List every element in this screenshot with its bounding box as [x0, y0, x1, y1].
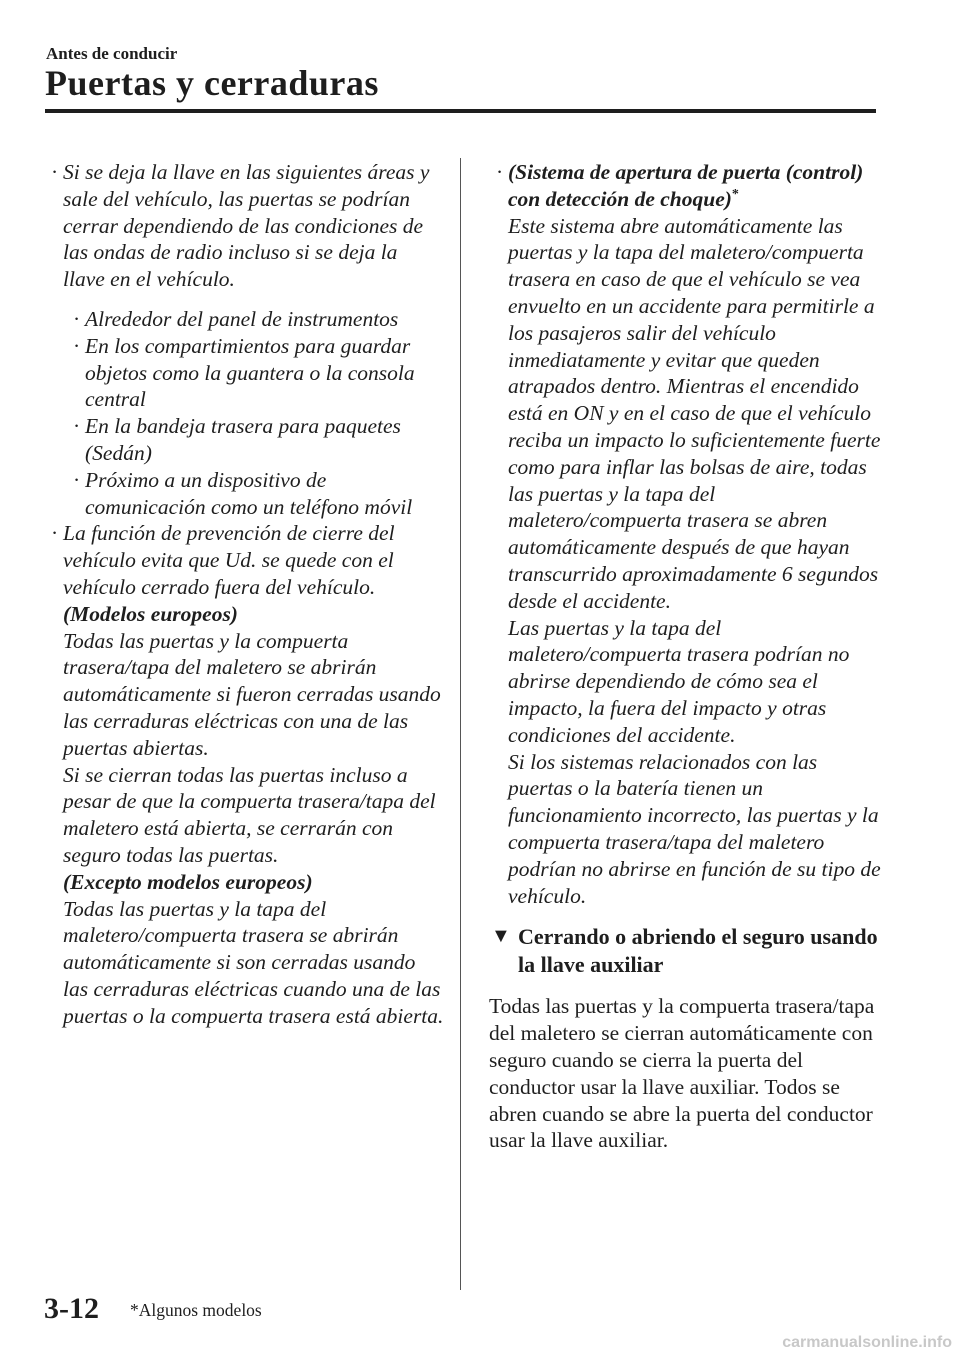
bullet-dot-icon: · — [73, 333, 81, 358]
bullet-lockout-prevention — [44, 520, 444, 1029]
bullet-text: Si se deja la llave en las siguientes áreas y sale del vehículo, las puertas se podrían cerrar dependiendo de las condiciones de las ondas de radio incluso si se deja la llave en el vehículo. — [63, 160, 430, 292]
bullet-text: Si se cierran todas las puertas incluso a pesar de que la compuerta trasera/tapa del maletero está abierta, se cerrarán con seguro todas las puertas. — [63, 762, 436, 867]
left-column — [44, 159, 444, 1030]
sub-item — [44, 333, 444, 413]
bullet-title-text: (Sistema de apertura de puerta (control) con detección de choque) — [508, 160, 864, 211]
body-paragraph: Todas las puertas y la compuerta trasera/tapa del maletero se cierran automáticamente con seguro cuando se cierra la puerta del conductor usar la llave auxiliar. Todos se abren cuando se abre la puerta del conductor usar la llave auxiliar. — [489, 994, 875, 1153]
bullet-dot-icon: · — [73, 306, 81, 331]
triangle-down-icon: ▼ — [491, 925, 511, 948]
sub-item — [44, 306, 444, 333]
bullet-crash-unlock — [489, 159, 881, 909]
footnote: *Algunos modelos — [130, 1300, 262, 1320]
section-label: Antes de conducir — [46, 44, 178, 63]
bullet-text: Si los sistemas relacionados con las puertas o la batería tienen un funcionamiento incorrecto, las puertas y la compuerta trasera/tapa del maletero podrían no abrirse en función de su tipo de vehículo. — [508, 749, 881, 908]
heading-text: Cerrando o abriendo el seguro usando la llave auxiliar — [518, 924, 878, 977]
subsection-heading — [489, 923, 881, 978]
column-divider — [460, 158, 461, 1290]
sub-item-text: Alrededor del panel de instrumentos — [85, 306, 399, 331]
sub-item-text: En los compartimientos para guardar objetos como la guantera o la consola central — [85, 333, 415, 412]
region-label-eu: (Modelos europeos) — [63, 601, 238, 626]
page-number: 3-12 — [44, 1292, 99, 1325]
bullet-title — [508, 159, 881, 213]
bullet-text: Este sistema abre automáticamente las puertas y la tapa del maletero/compuerta trasera en caso de que el vehículo se vea envuelto en un accidente para permitirle a los pasajeros salir del vehículo inmediatamente y evitar que queden atrapados dentro. Mientras el encendido está en ON y en el caso de que el vehículo reciba un impacto lo suficientemente fuerte como para inflar las bolsas de aire, todas las puertas y la tapa del maletero/compuerta trasera se abren automáticamente después de que hayan transcurrido aproximadamente 6 segundos desde el accidente. — [508, 213, 881, 613]
bullet-text: Las puertas y la tapa del maletero/compuerta trasera podrían no abrirse dependiendo de cómo sea el impacto, la fuera del impacto y otras condiciones del accidente. — [508, 615, 850, 747]
watermark: carmanualsonline.info — [782, 1334, 952, 1351]
page-title: Puertas y cerraduras — [45, 63, 379, 103]
bullet-text: Todas las puertas y la compuerta trasera/tapa del maletero se abrirán automáticamente si fueron cerradas usando las cerraduras eléctricas con una de las puertas abiertas. — [63, 628, 441, 760]
bullet-dot-icon: · — [51, 160, 59, 184]
sub-item-text: Próximo a un dispositivo de comunicación como un teléfono móvil — [85, 467, 413, 519]
asterisk: * — [731, 186, 739, 202]
bullet-dot-icon: · — [73, 414, 81, 439]
bullet-key-areas — [44, 159, 444, 293]
bullet-text: La función de prevención de cierre del vehículo evita que Ud. se quede con el vehículo cerrado fuera del vehículo. — [63, 521, 395, 599]
bullet-text: Todas las puertas y la tapa del maletero/compuerta trasera se abrirán automáticamente si son cerradas usando las cerraduras eléctricas cuando una de las puertas o la compuerta trasera está abierta. — [63, 896, 444, 1028]
sub-item-text: En la bandeja trasera para paquetes (Sedán) — [85, 414, 401, 465]
bullet-dot-icon: · — [73, 467, 81, 492]
bullet-dot-icon: · — [496, 160, 504, 184]
title-rule — [45, 109, 876, 113]
sub-item — [44, 467, 444, 521]
right-column — [489, 159, 881, 1154]
bullet-dot-icon: · — [51, 521, 59, 546]
region-label-non-eu: (Excepto modelos europeos) — [63, 869, 313, 894]
sub-item — [44, 413, 444, 467]
